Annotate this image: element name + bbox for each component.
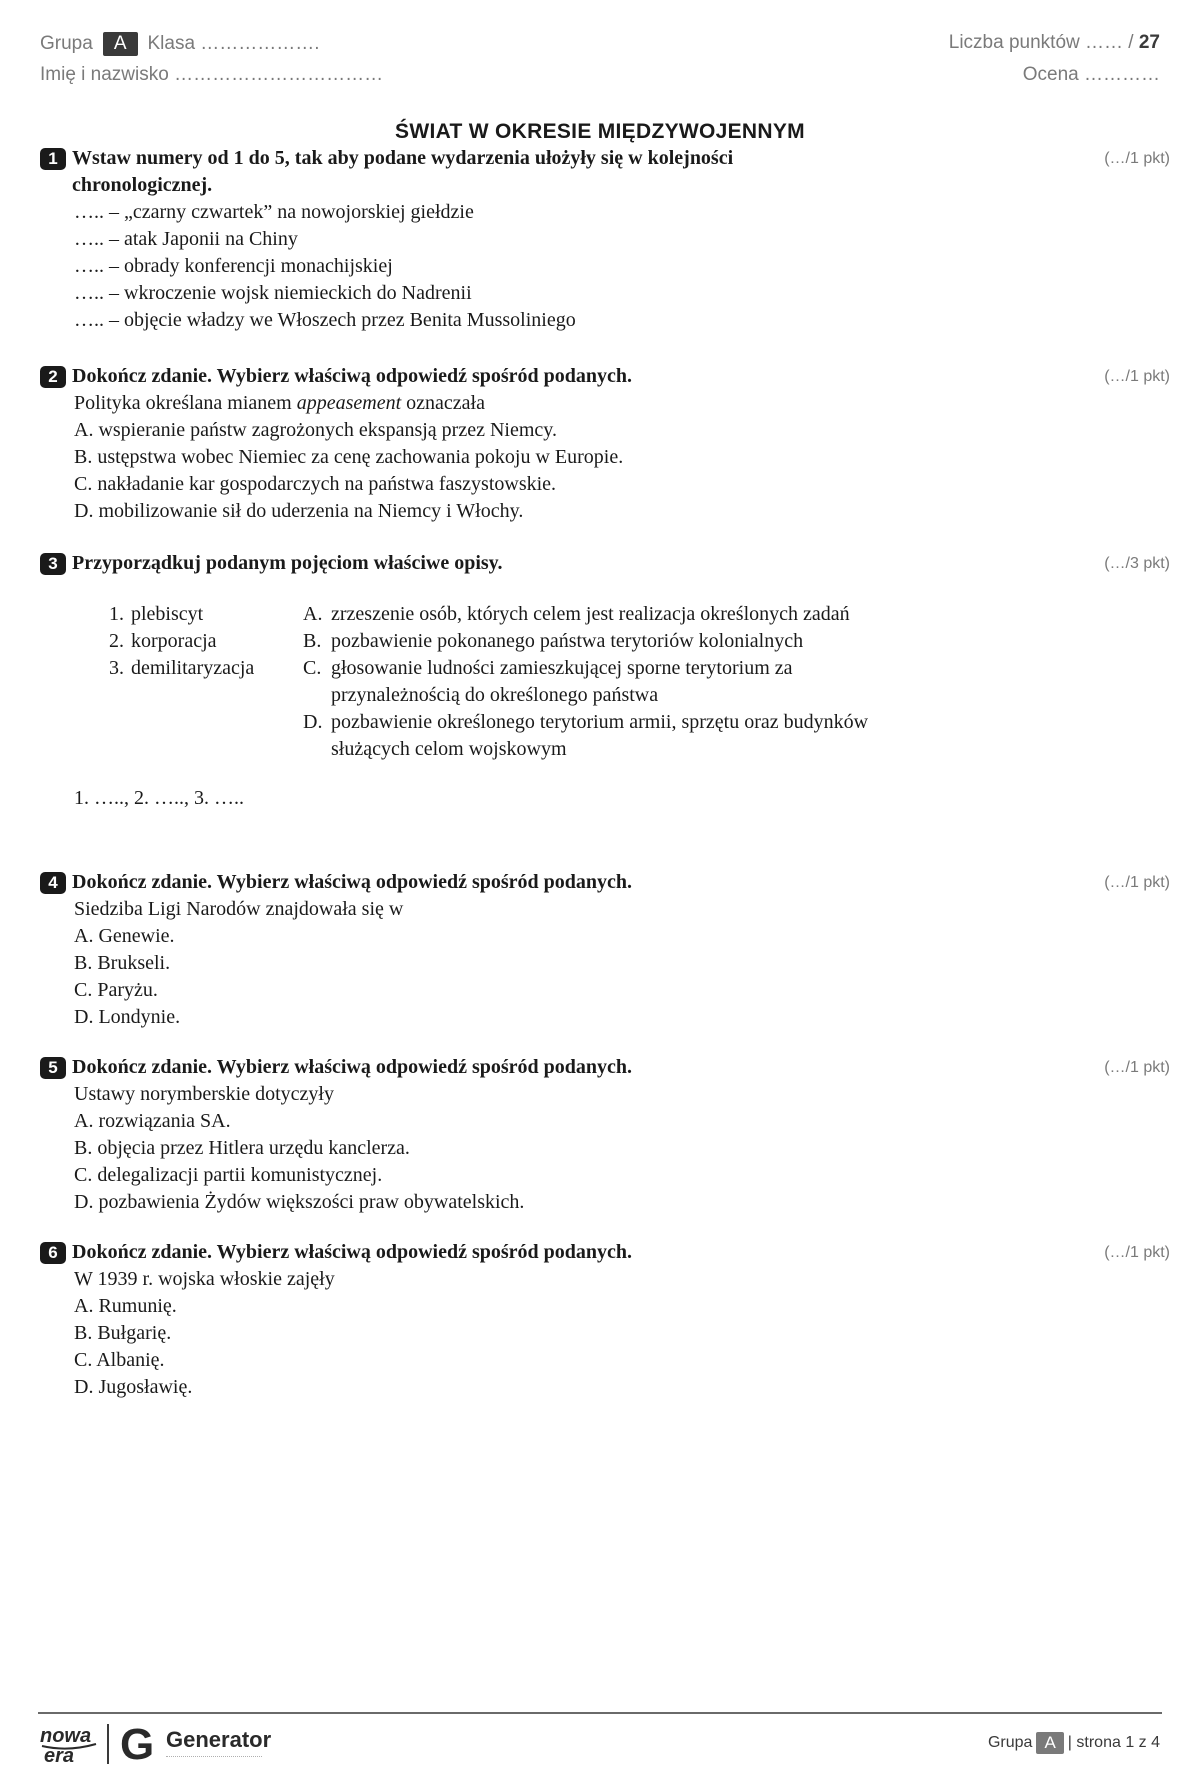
page-number: | strona 1 z 4 [1067,1734,1160,1751]
event-line: ….. – atak Japonii na Chiny [74,228,298,250]
logo-separator [107,1724,109,1764]
description-item [303,601,883,628]
footer-divider [38,1712,1162,1714]
question-stem: Ustawy norymberskie dotyczyły [74,1083,334,1105]
terms-column [109,601,303,763]
answer-option: D. Jugosławię. [74,1376,193,1398]
logo-text-era: era [44,1745,75,1767]
question-stem: W 1939 r. wojska włoskie zajęły [74,1268,335,1290]
generator-logo [120,1722,271,1764]
event-line: ….. – objęcie władzy we Włoszech przez Benita Mussoliniego [74,309,576,331]
task-6-header [40,1239,1170,1266]
task-4-header [40,869,1170,896]
term-item [109,628,303,655]
description-text: pozbawienie pokonanego państwa terytoriów kolonialnych [331,630,804,652]
term-item [109,601,303,628]
answer-option: B. objęcia przez Hitlera urzędu kanclerza. [74,1137,410,1159]
task-points: (…/1 pkt) [1104,1244,1170,1261]
task-2-header [40,363,1170,390]
term-number: 2. [109,630,124,652]
description-item [303,655,883,709]
page-title: ŚWIAT W OKRESIE MIĘDZYWOJENNYM [395,120,805,143]
event-line: ….. – „czarny czwartek” na nowojorskiej giełdzie [74,201,474,223]
task-instruction: Dokończ zdanie. Wybierz właściwą odpowiedź spośród podanych. [72,871,633,893]
group-label: Grupa [40,33,93,54]
generator-letter: G [120,1722,155,1764]
task-5-header [40,1054,1170,1081]
task-points: (…/3 pkt) [1104,555,1170,572]
task-3-header [40,550,1170,577]
term-text: demilitaryzacja [131,657,255,679]
task-instruction: Dokończ zdanie. Wybierz właściwą odpowiedź spośród podanych. [72,1241,633,1263]
task-3 [40,550,1170,812]
generator-title: Generator [166,1726,272,1752]
nowa-era-logo [38,1722,100,1773]
term-text: plebiscyt [131,603,204,625]
task-number-badge: 1 [40,148,66,170]
answer-option: C. nakładanie kar gospodarczych na państwa faszystowskie. [74,473,557,495]
answer-line: 1. ….., 2. ….., 3. ….. [74,787,244,809]
answer-option: B. Bułgarię. [74,1322,172,1344]
answer-option: A. rozwiązania SA. [74,1110,231,1132]
task-points: (…/1 pkt) [1104,1059,1170,1076]
name-field: Imię i nazwisko …………………………… [40,64,384,85]
class-field: Klasa ………………. [147,33,320,54]
description-letter: D. [303,711,323,733]
answer-option: B. ustępstwa wobec Niemiec za cenę zachowania pokoju w Europie. [74,446,624,468]
task-number-badge: 4 [40,872,66,894]
grade-field: Ocena ………… [1022,64,1160,85]
event-line: ….. – wkroczenie wojsk niemieckich do Nadrenii [74,282,472,304]
task-6 [40,1239,1170,1401]
task-points: (…/1 pkt) [1104,874,1170,891]
term-item [109,655,303,682]
nowa-era-logo-mark [38,1722,100,1768]
answer-option: D. pozbawienia Żydów większości praw obywatelskich. [74,1191,525,1213]
task-number-badge: 6 [40,1242,66,1264]
answer-option: A. Rumunię. [74,1295,177,1317]
task-number-badge: 3 [40,553,66,575]
description-letter: A. [303,603,323,625]
logo-text-nowa: nowa [40,1725,92,1747]
stem-italic-term: appeasement [296,392,402,414]
description-letter: C. [303,657,322,679]
task-1-header [40,145,1170,199]
task-5 [40,1054,1170,1216]
generator-subtitle-line [166,1756,262,1760]
answer-option: D. mobilizowanie sił do uderzenia na Niemcy i Włochy. [74,500,524,522]
term-text: korporacja [131,630,217,652]
stem-text: Polityka określana mianem [74,392,297,414]
task-instruction: Dokończ zdanie. Wybierz właściwą odpowiedź spośród podanych. [72,1056,633,1078]
task-instruction: Wstaw numery od 1 do 5, tak aby podane wydarzenia ułożyły się w kolejności chronologicznej. [72,147,734,196]
task-instruction: Dokończ zdanie. Wybierz właściwą odpowiedź spośród podanych. [72,365,633,387]
task-points: (…/1 pkt) [1104,150,1170,167]
description-item [303,628,883,655]
answer-option: C. delegalizacji partii komunistycznej. [74,1164,383,1186]
answer-option: A. wspieranie państw zagrożonych ekspansją przez Niemcy. [74,419,557,441]
description-item [303,709,883,763]
stem-text: oznaczała [401,392,485,414]
footer-group-badge: A [1036,1732,1063,1754]
task-points: (…/1 pkt) [1104,368,1170,385]
question-stem: Siedziba Ligi Narodów znajdowała się w [74,898,404,920]
description-text: zrzeszenie osób, których celem jest realizacja określonych zadań [331,603,850,625]
answer-option: B. Brukseli. [74,952,171,974]
answer-option: A. Genewie. [74,925,175,947]
question-stem [74,390,1170,417]
header-group-class [40,32,320,56]
term-number: 3. [109,657,124,679]
points-label: Liczba punktów …… / [948,32,1134,53]
footer-group-label: Grupa [987,1734,1033,1751]
task-number-badge: 5 [40,1057,66,1079]
task-2 [40,363,1170,525]
event-line: ….. – obrady konferencji monachijskiej [74,255,393,277]
task-4 [40,869,1170,1031]
group-badge: A [103,32,138,56]
descriptions-column [303,601,883,763]
generator-g-icon [120,1722,164,1764]
footer-page-info [988,1732,1160,1754]
matching-table [109,601,1170,763]
points-field [949,32,1160,54]
answer-option: C. Albanię. [74,1349,165,1371]
description-letter: B. [303,630,322,652]
answer-option: C. Paryżu. [74,979,158,1001]
task-1 [40,145,1170,334]
description-text: pozbawienie określonego terytorium armii, sprzętu oraz budynków służących celom wojskowym [331,711,869,760]
description-text: głosowanie ludności zamieszkującej sporne terytorium za przynależnością do określonego państwa [331,657,793,706]
task-number-badge: 2 [40,366,66,388]
task-instruction: Przyporządkuj podanym pojęciom właściwe opisy. [72,552,503,574]
answer-option: D. Londynie. [74,1006,181,1028]
term-number: 1. [109,603,124,625]
points-total: 27 [1138,32,1160,53]
